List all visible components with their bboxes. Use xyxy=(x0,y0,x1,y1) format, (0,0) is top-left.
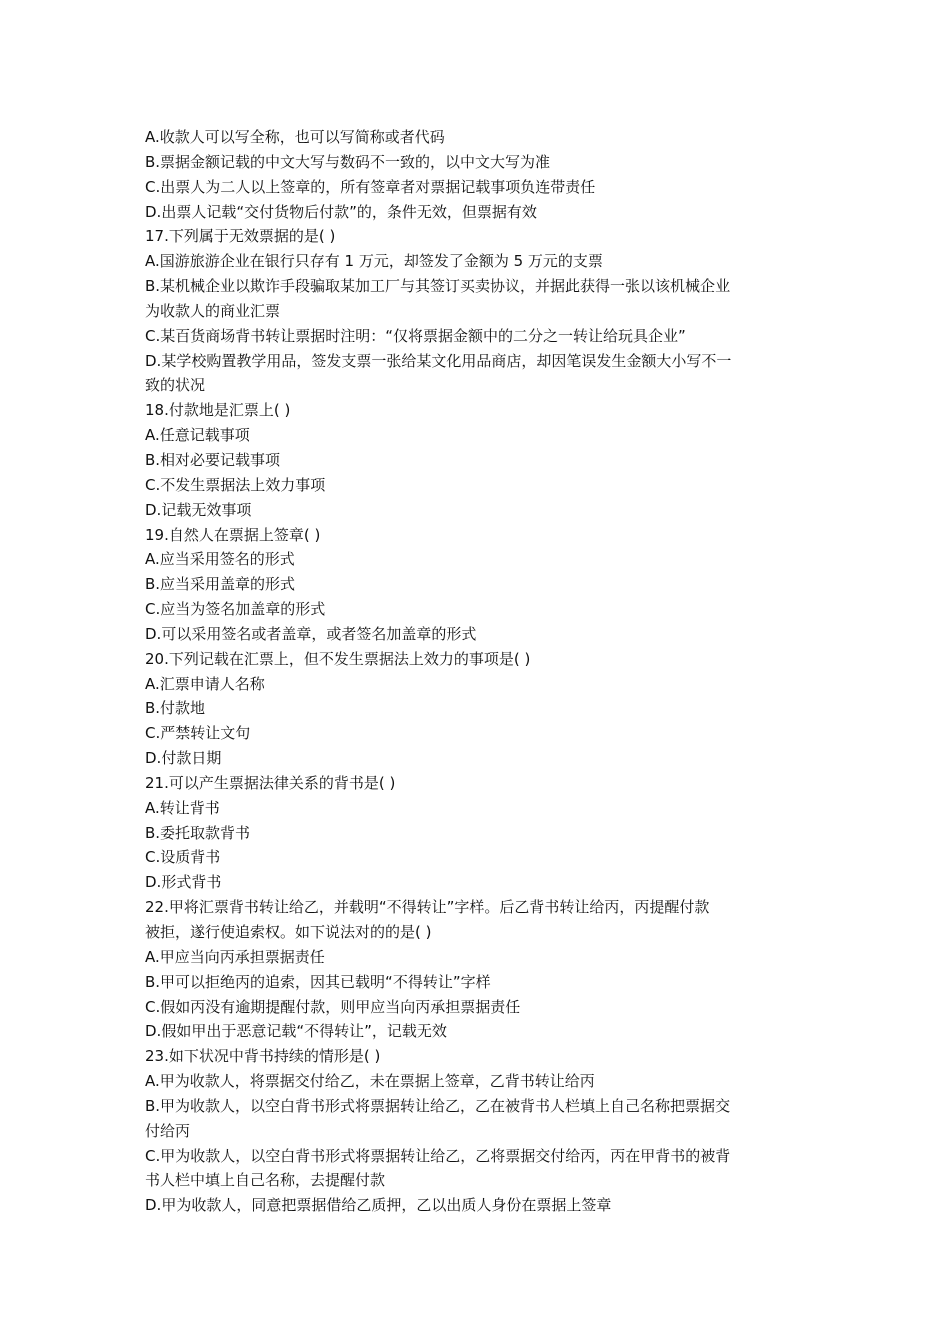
option-a: A.甲为收款人，将票据交付给乙，未在票据上签章，乙背书转让给丙 xyxy=(145,1072,595,1091)
option-d: D.某学校购置教学用品，签发支票一张给某文化用品商店，却因笔误发生金额大小写不一 xyxy=(145,351,732,370)
option-b-continued: 付给丙 xyxy=(145,1121,191,1140)
option-d: D.假如甲出于恶意记载“不得转让”，记载无效 xyxy=(145,1022,447,1041)
option-d: D.付款日期 xyxy=(145,749,222,768)
option-a: A.转让背书 xyxy=(145,798,220,817)
option-c: C.某百货商场背书转让票据时注明：“仅将票据金额中的二分之一转让给玩具企业” xyxy=(145,326,686,345)
option-c: C.假如丙没有逾期提醒付款，则甲应当向丙承担票据责任 xyxy=(145,997,521,1016)
document-page xyxy=(145,125,805,1218)
question-20: 20.下列记载在汇票上，但不发生票据法上效力的事项是( ) xyxy=(145,649,531,668)
option-c: C.应当为签名加盖章的形式 xyxy=(145,600,326,619)
option-d: D.形式背书 xyxy=(145,873,222,892)
option-a: A.任意记载事项 xyxy=(145,426,250,445)
option-a: A.汇票申请人名称 xyxy=(145,674,265,693)
option-b: B.应当采用盖章的形式 xyxy=(145,575,296,594)
option-c-continued: 书人栏中填上自己名称，去提醒付款 xyxy=(145,1171,386,1190)
question-21: 21.可以产生票据法律关系的背书是( ) xyxy=(145,773,396,792)
option-b: B.委托取款背书 xyxy=(145,823,251,842)
option-b: B.某机械企业以欺诈手段骗取某加工厂与其签订买卖协议，并据此获得一张以该机械企业 xyxy=(145,277,731,296)
option-c: C.不发生票据法上效力事项 xyxy=(145,475,326,494)
option-d-continued: 致的状况 xyxy=(145,376,206,395)
option-a: A.甲应当向丙承担票据责任 xyxy=(145,947,325,966)
option-b: B.甲为收款人，以空白背书形式将票据转让给乙，乙在被背书人栏填上自己名称把票据交 xyxy=(145,1096,731,1115)
option-b: B.相对必要记载事项 xyxy=(145,450,281,469)
option-c: C.甲为收款人，以空白背书形式将票据转让给乙，乙将票据交付给丙，丙在甲背书的被背 xyxy=(145,1146,731,1165)
question-18: 18.付款地是汇票上( ) xyxy=(145,401,291,420)
option-d: D.甲为收款人，同意把票据借给乙质押，乙以出质人身份在票据上签章 xyxy=(145,1196,612,1215)
option-b: B.票据金额记载的中文大写与数码不一致的，以中文大写为准 xyxy=(145,152,551,171)
option-a: A.国游旅游企业在银行只存有 1 万元，却签发了金额为 5 万元的支票 xyxy=(145,252,603,271)
option-c: C.出票人为二人以上签章的，所有签章者对票据记载事项负连带责任 xyxy=(145,177,596,196)
question-19: 19.自然人在票据上签章( ) xyxy=(145,525,321,544)
question-23: 23.如下状况中背书持续的情形是( ) xyxy=(145,1047,381,1066)
option-a: A.应当采用签名的形式 xyxy=(145,550,295,569)
question-22: 22.甲将汇票背书转让给乙，并载明“不得转让”字样。后乙背书转让给丙，丙提醒付款 xyxy=(145,898,710,917)
option-b: B.付款地 xyxy=(145,699,206,718)
option-d: D.记载无效事项 xyxy=(145,500,252,519)
question-17: 17.下列属于无效票据的是( ) xyxy=(145,227,336,246)
option-a: A.收款人可以写全称，也可以写简称或者代码 xyxy=(145,128,445,146)
option-c: C.设质背书 xyxy=(145,848,221,867)
option-c: C.严禁转让文句 xyxy=(145,724,251,743)
option-b: B.甲可以拒绝丙的追索，因其已载明“不得转让”字样 xyxy=(145,972,491,991)
option-b-continued: 为收款人的商业汇票 xyxy=(145,301,281,320)
question-22-continued: 被拒，遂行使追索权。如下说法对的的是( ) xyxy=(145,923,432,941)
option-d: D.出票人记载“交付货物后付款”的，条件无效，但票据有效 xyxy=(145,202,537,221)
option-d: D.可以采用签名或者盖章，或者签名加盖章的形式 xyxy=(145,624,477,643)
